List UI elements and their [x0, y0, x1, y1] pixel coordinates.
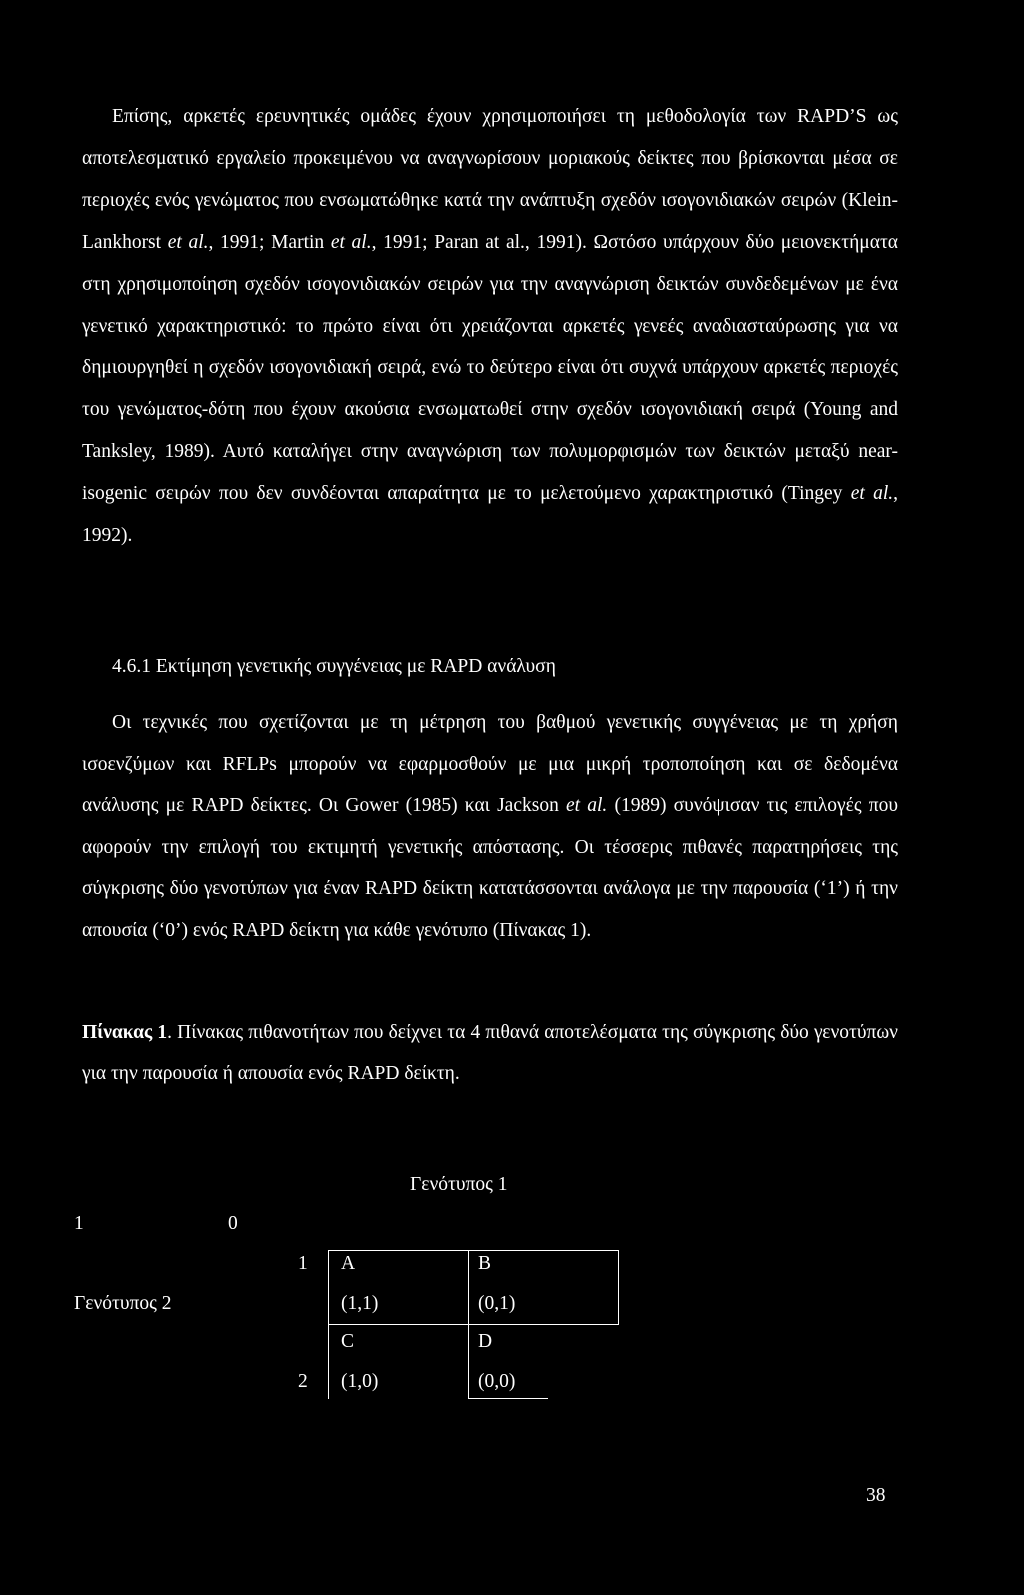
citation-italic: et al.	[330, 231, 372, 253]
table-border-bottom	[468, 1398, 548, 1399]
cell-c-value: (1,0)	[341, 1371, 379, 1392]
row-header-1: 1	[298, 1253, 308, 1274]
citation-italic: et al.	[566, 795, 608, 816]
table-border-top	[328, 1250, 619, 1251]
genotype-2-label: Γενότυπος 2	[74, 1293, 172, 1314]
column-header-0: 0	[228, 1213, 238, 1234]
paragraph-text: Επίσης, αρκετές ερευνητικές ομάδες έχουν χρησιμοποιήσει τη μεθοδολογία των RAPD’S ως αποτελεσματικό εργαλείο προκειμένου να αναγνωρίσουν μοριακούς δείκτες που βρίσκονται μέσα σε περιοχές ενός γενώματος που ενσωματώθηκε κατά την ανάπτυξη σχεδόν ισογονιδιακών σειρών (Klein-Lankhorst	[82, 106, 898, 253]
page-number: 38	[866, 1485, 886, 1506]
table-border-left	[328, 1250, 329, 1399]
section-heading: 4.6.1 Εκτίμηση γενετικής συγγένειας με RAPD ανάλυση	[112, 656, 556, 677]
paragraph-text: , 1991; Martin	[208, 231, 331, 253]
body-paragraph-2	[82, 702, 898, 951]
cell-b-value: (0,1)	[478, 1293, 516, 1314]
cell-a-value: (1,1)	[341, 1293, 379, 1314]
table-border-center	[468, 1250, 469, 1399]
table-caption-label: Πίνακας 1	[82, 1022, 168, 1043]
probability-table	[328, 1250, 618, 1398]
citation-italic: et al.	[167, 231, 209, 253]
table-border-middle	[328, 1324, 619, 1325]
citation-italic: et al.	[850, 483, 894, 505]
cell-c-letter: C	[341, 1331, 355, 1352]
paragraph-text: , 1991; Paran at al., 1991). Ωστόσο υπάρχουν δύο μειονεκτήματα στη χρησιμοποίηση σχεδόν ισογονιδιακών σειρών για την αναγνώριση δεικτών συνδεδεμένων με ένα γενετικό χαρακτηριστικό: το πρώτο είναι ότι χρειάζονται αρκετές γενεές αναδιασταύρωσης για να δημιουργηθεί η σχεδόν ισογονιδιακή σειρά, ενώ το δεύτερο είναι ότι συχνά υπάρχουν αρκετές περιοχές του γενώματος-δότη που έχουν ακούσια ενσωματωθεί στην σχεδόν ισογονιδιακή σειρά (Young and Tanksley, 1989). Αυτό καταλήγει στην αναγνώριση των πολυμορφισμών των δεικτών μεταξύ near-isogenic σειρών που δεν συνδέονται απαραίτητα με το μελετούμενο χαρακτηριστικό (Tingey	[82, 231, 898, 505]
cell-a-letter: A	[341, 1253, 356, 1274]
table-caption-text: . Πίνακας πιθανοτήτων που δείχνει τα 4 πιθανά αποτελέσματα της σύγκρισης δύο γενοτύπων για την παρουσία ή απουσία ενός RAPD δείκτη.	[82, 1022, 898, 1084]
paragraph-text: Οι τεχνικές που σχετίζονται με τη μέτρηση του βαθμού γενετικής συγγένειας με τη χρήση ισοενζύμων και RFLPs μπορούν να εφαρμοσθούν με μια μικρή τροποποίηση και σε δεδομένα ανάλυσης με RAPD δείκτες. Οι Gower (1985) και Jackson	[82, 712, 898, 816]
table-border-right	[618, 1250, 619, 1325]
paragraph-text: , 1992).	[82, 483, 898, 547]
cell-d-value: (0,0)	[478, 1371, 516, 1392]
column-header-1: 1	[74, 1213, 84, 1234]
genotype-1-label: Γενότυπος 1	[410, 1174, 508, 1195]
body-paragraph-1	[82, 96, 898, 557]
paragraph-text: (1989) συνόψισαν τις επιλογές που αφορούν την επιλογή του εκτιμητή γενετικής απόστασης. Οι τέσσερις πιθανές παρατηρήσεις της σύγκρισης δύο γενοτύπων για έναν RAPD δείκτη κατατάσσονται ανάλογα με την παρουσία (‘1’) ή την απουσία (‘0’) ενός RAPD δείκτη για κάθε γενότυπο (Πίνακας 1).	[82, 795, 898, 941]
cell-d-letter: D	[478, 1331, 493, 1352]
table-caption	[82, 1012, 898, 1094]
cell-b-letter: B	[478, 1253, 492, 1274]
row-header-2: 2	[298, 1371, 308, 1392]
